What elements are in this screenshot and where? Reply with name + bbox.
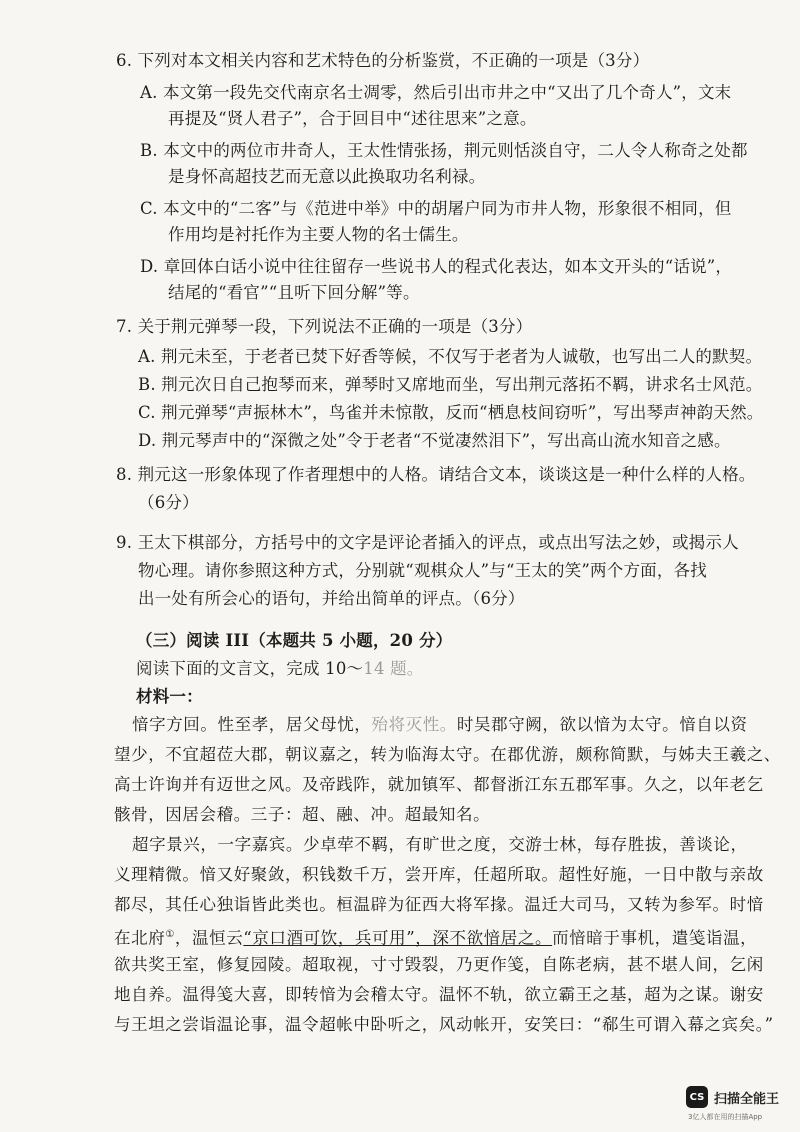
underlined-sentence: “京口酒可饮，兵可用”，深不欲愔居之。 xyxy=(243,928,553,948)
passage-p2-line5: 欲共奖王室，修复园陵。超取视，寸寸毁裂，乃更作笺，自陈老病，甚不堪人间，乞闲 xyxy=(114,955,764,974)
passage-p2-line1: 超字景兴，一字嘉宾。少卓荦不羁，有旷世之度，交游士林，每存胜拔，善谈论， xyxy=(132,835,748,854)
q7-option-d: D. 荆元琴声中的“深微之处”令于老者“不觉凄然泪下”，写出高山流水知音之感。 xyxy=(138,431,731,450)
q9-stem: 9. 王太下棋部分，方括号中的文字是评论者插入的评点，或点出写法之妙，或揭示人 xyxy=(116,533,739,552)
q8-score: （6分） xyxy=(138,493,199,512)
section-title: （三）阅读 III（本题共 5 小题，20 分） xyxy=(136,631,453,650)
section-intro-faint: 14 题。 xyxy=(363,659,424,678)
section-intro-main: 阅读下面的文言文，完成 10～ xyxy=(136,659,364,678)
passage-p2-line4-a: 在北府 xyxy=(114,928,166,948)
material-label: 材料一： xyxy=(136,687,203,706)
q7-option-a: A. 荆元未至，于老者已焚下好香等候，不仅写于老者为人诚敬，也写出二人的默契。 xyxy=(138,347,763,366)
q9-stem-cont1: 物心理。请你参照这种方式，分别就“观棋众人”与“王太的笑”两个方面，各找 xyxy=(138,561,707,580)
scanner-watermark xyxy=(686,1086,779,1108)
camscanner-logo-icon: CS xyxy=(686,1086,708,1108)
watermark-app-name: 扫描全能王 xyxy=(714,1091,780,1107)
q6-option-d: D. 章回体白话小说中往往留存一些说书人的程式化表达，如本文开头的“话说”， xyxy=(140,257,733,276)
q6-option-a: A. 本文第一段先交代南京名士凋零，然后引出市井之中“又出了几个奇人”，文末 xyxy=(140,83,732,102)
passage-p1-line3: 高士许询并有迈世之风。及帝践阼，就加镇军、都督浙江东五郡军事。久之，以年老乞 xyxy=(114,775,764,794)
footnote-marker: ① xyxy=(165,929,175,940)
q6-option-a-cont: 再提及“贤人君子”，合于回目中“述往思来”之意。 xyxy=(168,109,537,128)
q7-option-b: B. 荆元次日自己抱琴而来，弹琴时又席地而坐，写出荆元落拓不羁，讲求名士风范。 xyxy=(138,375,763,394)
passage-p2-line2: 义理精微。愔又好聚敛，积钱数千万，尝开库，任超所取。超性好施，一日中散与亲故 xyxy=(114,865,764,884)
q6-option-d-cont: 结尾的“看官”“且听下回分解”等。 xyxy=(168,283,420,302)
passage-p2-line3: 都尽，其任心独诣皆此类也。桓温辟为征西大将军掾。温迁大司马，又转为参军。时愔 xyxy=(114,895,764,914)
passage-p2-line6: 地自养。温得笺大喜，即转愔为会稽太守。温怀不轨，欲立霸王之基，超为之谋。谢安 xyxy=(114,985,764,1004)
q9-stem-cont2: 出一处有所会心的语句，并给出简单的评点。（6分） xyxy=(138,589,525,608)
passage-p1-line1-b: 时吴郡守阙，欲以愔为太守。愔自以资 xyxy=(456,715,748,734)
passage-p1-line4: 骸骨，因居会稽。三子：超、融、冲。超最知名。 xyxy=(114,805,491,824)
section-intro xyxy=(136,658,424,680)
q6-option-b: B. 本文中的两位市井奇人，王太性情张扬，荆元则恬淡自守，二人令人称奇之处都 xyxy=(140,141,748,160)
q8-stem: 8. 荆元这一形象体现了作者理想中的人格。请结合文本，谈谈这是一种什么样的人格。 xyxy=(116,465,756,484)
q6-option-b-cont: 是身怀高超技艺而无意以此换取功名利禄。 xyxy=(168,167,486,186)
q7-stem: 7. 关于荆元弹琴一段，下列说法不正确的一项是（3分） xyxy=(116,317,533,336)
q7-option-c: C. 荆元弹琴“声振林木”，鸟雀并未惊散，反而“栖息枝间窃听”，写出琴声神韵天然。 xyxy=(138,403,764,422)
passage-p1-line2: 望少，不宜超莅大郡，朝议嘉之，转为临海太守。在郡优游，颇称简默，与姊夫王羲之、 xyxy=(114,745,781,764)
passage-p2-line4-b: ，温恒云 xyxy=(174,928,244,948)
passage-p2-line7: 与王坦之尝诣温论事，温令超帐中卧听之，风动帐开，安笑曰：“郗生可谓入幕之宾矣。” xyxy=(114,1015,774,1034)
passage-p2-line4 xyxy=(114,924,757,950)
passage-p1-line1 xyxy=(132,714,748,736)
q6-stem: 6. 下列对本文相关内容和艺术特色的分析鉴赏，不正确的一项是（3分） xyxy=(116,51,650,70)
q6-option-c: C. 本文中的“二客”与《范进中举》中的胡屠户同为市井人物，形象很不相同，但 xyxy=(140,199,732,218)
watermark-tagline: 3亿人都在用的扫描App xyxy=(688,1113,763,1121)
passage-p1-line1-a: 愔字方回。性至孝，居父母忧， xyxy=(132,715,372,734)
passage-p1-line1-faint: 殆将灭性。 xyxy=(371,715,457,734)
q6-option-c-cont: 作用均是衬托作为主要人物的名士儒生。 xyxy=(168,225,469,244)
passage-p2-line4-c: 而愔暗于事机，遣笺诣温， xyxy=(552,928,758,948)
